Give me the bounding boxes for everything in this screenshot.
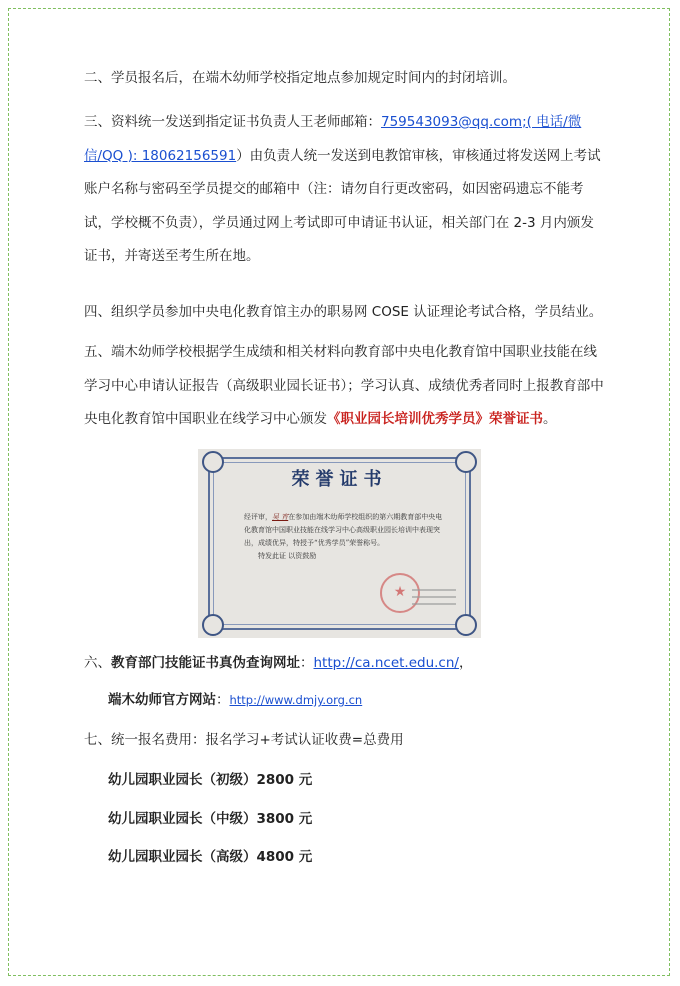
- corner-ornament-icon: [202, 614, 224, 636]
- official-site-link[interactable]: http://www.dmjy.org.cn: [229, 693, 363, 707]
- paragraph-5-text: 五、端木幼师学校根据学生成绩和相关材料向教育部中央电化教育馆中国职业技能在线学习中心申请认证报告（高级职业园长证书）；学习认真、成绩优秀者同时上报教育部中央电化教育馆中国职业在线学习中心颁发: [84, 344, 604, 427]
- honor-certificate-image: [198, 449, 481, 638]
- paragraph-3-suffix: ）由负责人统一发送到电教馆审核，审核通过将发送网上考试账户名称与密码至学员提交的邮箱中（注：请勿自行更改密码，如因密码遗忘不能考试，学校概不负责），学员通过网上考试即可申请证书认证，相关部门在 2-3 月内颁发证书，并寄送至考生所在地。: [84, 147, 601, 264]
- fee-senior: 幼儿园职业园长（高级）4800 元: [108, 849, 313, 865]
- comma: ，: [458, 655, 473, 671]
- paragraph-6: [84, 647, 604, 681]
- honor-certificate-title: 《职业园长培训优秀学员》荣誉证书: [327, 411, 543, 427]
- red-seal-stamp: ★: [380, 573, 420, 613]
- colon: ：: [300, 655, 314, 671]
- issuer-line: [412, 603, 456, 605]
- colon: ：: [216, 692, 230, 708]
- official-site-line: [108, 684, 628, 718]
- paragraph-3: [84, 106, 604, 274]
- official-site-label: 端木幼师官方网站: [108, 692, 216, 708]
- certificate-text: 在参加由端木幼师学校组织的第六期教育部中央电化教育馆中国职业技能在线学习中心高级职业园长培训中表现突出，成绩优异，特授予“优秀学员”荣誉称号。: [244, 513, 443, 547]
- certificate-title: 荣誉证书: [291, 469, 388, 490]
- verify-site-label: 教育部门技能证书真伪查询网址: [111, 655, 300, 671]
- certificate-body: [244, 511, 447, 563]
- fee-junior: 幼儿园职业园长（初级）2800 元: [108, 772, 313, 788]
- certificate-closing: 特发此证 以资鼓励: [258, 552, 317, 560]
- paragraph-5: [84, 336, 604, 437]
- paragraph-5-end: 。: [543, 411, 557, 427]
- issuer-line: [412, 596, 456, 598]
- paragraph-6-label: 六、: [84, 655, 111, 671]
- certificate-recipient-name: 吴 宵: [272, 513, 289, 521]
- issuer-line: [412, 589, 456, 591]
- email-link[interactable]: 759543093@qq.com;( 电话/微信/QQ ): 18062156591: [84, 114, 582, 164]
- verify-site-link[interactable]: http://ca.ncet.edu.cn/: [313, 655, 459, 671]
- certificate-lead: 经评审，: [244, 513, 272, 521]
- paragraph-2: 二、学员报名后，在端木幼师学校指定地点参加规定时间内的封闭培训。: [84, 70, 516, 86]
- fee-intermediate: 幼儿园职业园长（中级）3800 元: [108, 811, 313, 827]
- corner-ornament-icon: [455, 614, 477, 636]
- paragraph-3-prefix: 三、资料统一发送到指定证书负责人王老师邮箱：: [84, 114, 381, 130]
- paragraph-4: 四、组织学员参加中央电化教育馆主办的职易网 COSE 认证理论考试合格，学员结业。: [84, 304, 603, 320]
- paragraph-7: 七、统一报名费用：报名学习+考试认证收费=总费用: [84, 732, 404, 748]
